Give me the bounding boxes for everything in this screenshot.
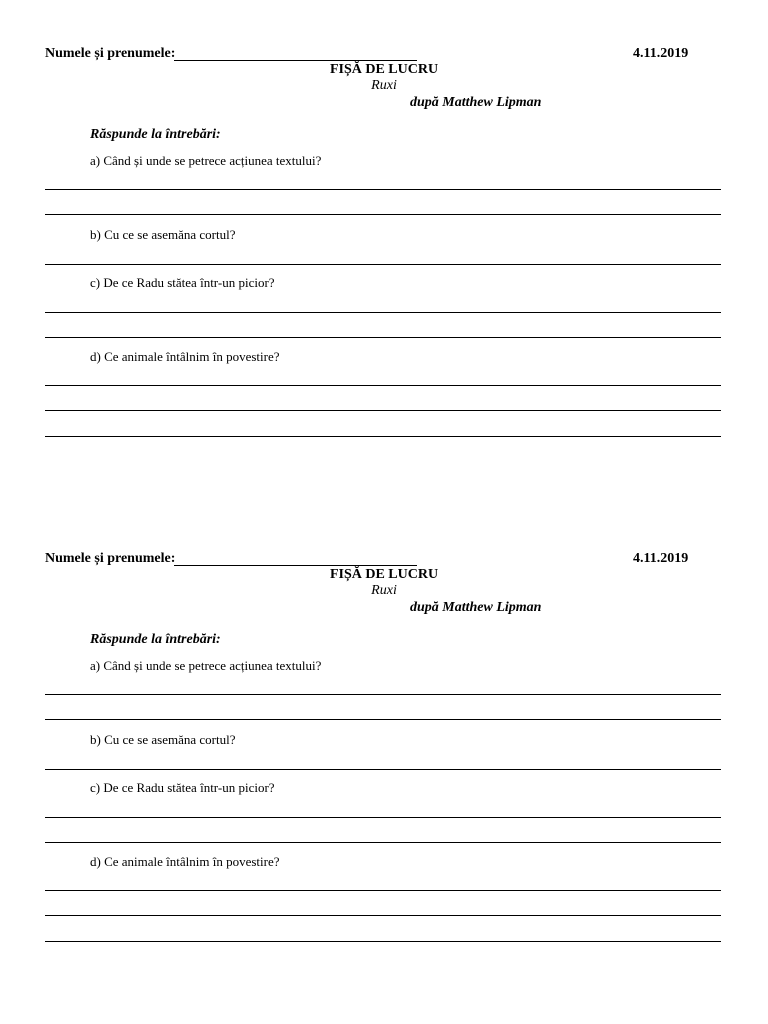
story-author: după Matthew Lipman — [410, 600, 542, 615]
story-author: după Matthew Lipman — [410, 95, 542, 110]
question-c: c) De ce Radu stătea într-un picior? — [90, 780, 275, 795]
question-c: c) De ce Radu stătea într-un picior? — [90, 275, 275, 290]
answer-line-b-1[interactable] — [45, 769, 721, 770]
name-label: Numele și prenumele: — [45, 46, 176, 61]
question-d: d) Ce animale întâlnim în povestire? — [90, 854, 280, 869]
story-title: Ruxi — [371, 78, 397, 93]
answer-line-b-1[interactable] — [45, 264, 721, 265]
answer-line-c-2[interactable] — [45, 337, 721, 338]
worksheet-title: FIȘĂ DE LUCRU — [329, 567, 439, 582]
date: 4.11.2019 — [633, 46, 689, 61]
answer-line-d-1[interactable] — [45, 890, 721, 891]
worksheet-2 — [0, 505, 768, 925]
answer-line-a-2[interactable] — [45, 214, 721, 215]
answer-line-c-1[interactable] — [45, 817, 721, 818]
answer-line-a-2[interactable] — [45, 719, 721, 720]
answer-line-a-1[interactable] — [45, 189, 721, 190]
worksheet-1 — [0, 0, 768, 420]
name-input-line[interactable] — [174, 565, 417, 566]
story-title: Ruxi — [371, 583, 397, 598]
question-a: a) Când și unde se petrece acțiunea textului? — [90, 658, 322, 673]
instruction: Răspunde la întrebări: — [90, 127, 221, 142]
answer-line-d-3[interactable] — [45, 941, 721, 942]
instruction: Răspunde la întrebări: — [90, 632, 221, 647]
question-d: d) Ce animale întâlnim în povestire? — [90, 349, 280, 364]
question-a: a) Când și unde se petrece acțiunea textului? — [90, 153, 322, 168]
answer-line-d-2[interactable] — [45, 915, 721, 916]
answer-line-d-1[interactable] — [45, 385, 721, 386]
answer-line-a-1[interactable] — [45, 694, 721, 695]
name-input-line[interactable] — [174, 60, 417, 61]
question-b: b) Cu ce se asemăna cortul? — [90, 227, 236, 242]
answer-line-c-1[interactable] — [45, 312, 721, 313]
answer-line-d-2[interactable] — [45, 410, 721, 411]
name-label: Numele și prenumele: — [45, 551, 176, 566]
question-b: b) Cu ce se asemăna cortul? — [90, 732, 236, 747]
answer-line-c-2[interactable] — [45, 842, 721, 843]
date: 4.11.2019 — [633, 551, 689, 566]
answer-line-d-3[interactable] — [45, 436, 721, 437]
worksheet-title: FIȘĂ DE LUCRU — [329, 62, 439, 77]
